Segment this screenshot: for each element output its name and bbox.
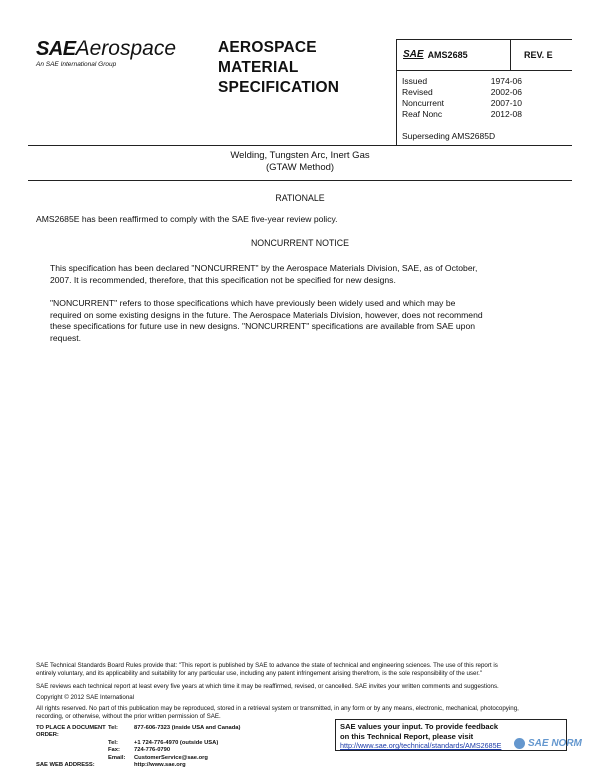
paragraph-line: "NONCURRENT" refers to those specifications which have previously been widely used and which may be (50, 298, 456, 308)
logo-tagline: An SAE International Group (36, 61, 117, 68)
header-divider-rule (510, 39, 511, 70)
web-address-link[interactable]: http://www.sae.org (134, 762, 186, 769)
order-label: TO PLACE A DOCUMENT ORDER: (36, 725, 106, 739)
contact-row (36, 747, 240, 754)
doc-type-line: SPECIFICATION (218, 79, 340, 96)
date-value: 2012-08 (490, 109, 522, 119)
contact-value: +1 724-776-4970 (outside USA) (134, 739, 219, 746)
date-value: 1974-06 (490, 76, 522, 86)
watermark-emblem-icon (514, 738, 525, 749)
logo-product: Aerospace (75, 37, 177, 60)
header-top-rule (396, 39, 572, 40)
header-mid-rule (396, 70, 572, 71)
doc-number-block (403, 49, 468, 60)
contact-label: Tel: (108, 725, 118, 731)
date-value: 2007-10 (490, 98, 522, 108)
rights-line: All rights reserved. No part of this publication may be reproduced, stored in a retrieval system or transmitted, in any form or by any means, electronic, mechanical, photocopying, (36, 705, 519, 712)
superseding-note: Superseding AMS2685D (402, 131, 496, 141)
contact-row (36, 740, 240, 747)
title-subline: (GTAW Method) (265, 162, 335, 173)
doc-type-line: MATERIAL (218, 59, 299, 76)
contact-row-web (36, 762, 240, 769)
contact-row (36, 725, 240, 740)
review-notice: SAE reviews each technical report at least every five years at which time it may be reaffirmed, revised, or cancelled. SAE invites your written comments and suggestions. (36, 683, 499, 690)
document-title (28, 150, 572, 174)
policy-line: SAE Technical Standards Board Rules provide that: "This report is published by SAE to advance the state of technical and engineering sciences. The use of this report is (36, 662, 498, 669)
date-row-issued (402, 76, 522, 87)
date-label: Noncurrent (402, 98, 445, 108)
revision-label: REV. E (524, 50, 553, 60)
date-table (402, 76, 522, 120)
paragraph-line: these specifications for future use in new designs. "NONCURRENT" specifications are available from SAE upon (50, 321, 476, 332)
noncurrent-paragraph-2 (50, 298, 483, 344)
contact-value: 877-606-7323 (inside USA and Canada) (134, 725, 241, 731)
title-bottom-rule (28, 180, 572, 181)
rights-line: recording, or otherwise, without the prior written permission of SAE. (36, 713, 221, 721)
contact-label: Fax: (108, 747, 120, 754)
contact-row (36, 755, 240, 762)
sae-small-logo: SAE (403, 49, 424, 60)
paragraph-line: required on some existing designs in the future. The Aerospace Materials Division, however, does not recommend (50, 309, 483, 320)
logo-brand: SAE (36, 38, 76, 60)
date-row-revised (402, 87, 522, 98)
paragraph-line: 2007. It is recommended, therefore, that this specification not be specified for new designs. (50, 274, 396, 285)
noncurrent-heading: NONCURRENT NOTICE (250, 238, 350, 248)
feedback-line: on this Technical Report, please visit (340, 731, 474, 741)
feedback-link[interactable]: http://www.sae.org/technical/standards/AMS2685E (340, 741, 502, 751)
date-label: Revised (402, 87, 433, 97)
noncurrent-paragraph-1 (50, 263, 477, 286)
web-label: SAE WEB ADDRESS: (36, 762, 95, 769)
contact-label: Email: (108, 754, 126, 761)
doc-type-title (218, 38, 339, 98)
policy-notice (36, 662, 498, 679)
policy-line: entirely voluntary, and its applicability and suitability for any particular use, including any patent infringement arising therefrom, is the sole responsibility of the user." (36, 670, 483, 678)
title-line: Welding, Tungsten Arc, Inert Gas (230, 150, 370, 161)
sae-norm-watermark (514, 738, 582, 749)
title-top-rule (28, 145, 572, 146)
date-row-reaffirmed (402, 109, 522, 120)
rationale-text: AMS2685E has been reaffirmed to comply with the SAE five-year review policy. (36, 214, 338, 224)
paragraph-line: This specification has been declared "NONCURRENT" by the Aerospace Materials Division, SAE, as of October, (50, 263, 478, 273)
copyright-notice: Copyright © 2012 SAE International (36, 694, 135, 701)
date-value: 2002-06 (490, 87, 522, 97)
header-left-rule (396, 39, 397, 145)
paragraph-line: request. (50, 332, 82, 343)
date-row-noncurrent (402, 98, 522, 109)
date-label: Reaf Nonc (402, 109, 443, 119)
contact-value: 724-776-0790 (134, 747, 171, 754)
feedback-line: SAE values your input. To provide feedback (340, 722, 499, 731)
date-label: Issued (402, 76, 428, 86)
doc-type-line: AEROSPACE (218, 39, 317, 56)
watermark-text: SAE NORM (528, 738, 582, 749)
order-info (36, 725, 240, 769)
contact-email[interactable]: CustomerService@sae.org (134, 754, 208, 761)
sae-aerospace-logo (36, 37, 176, 61)
contact-label: Tel: (108, 739, 118, 746)
rationale-heading: RATIONALE (275, 193, 325, 203)
doc-number: AMS2685 (427, 49, 468, 60)
